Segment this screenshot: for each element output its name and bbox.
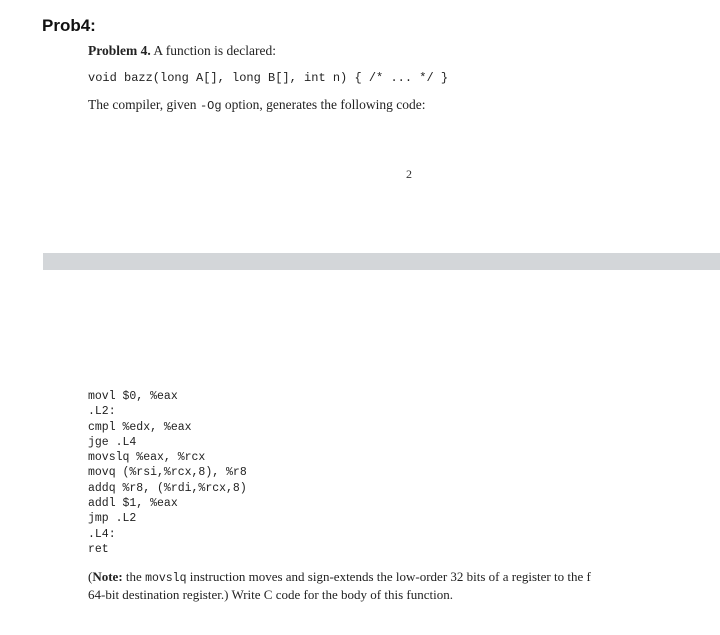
- code-line: movl $0, %eax: [88, 390, 178, 403]
- note-label: Note:: [92, 569, 123, 584]
- code-line: addl $1, %eax: [88, 497, 178, 511]
- assembly-code-block: [88, 389, 247, 557]
- note-instruction: movslq: [145, 572, 187, 585]
- problem-label: Problem 4.: [88, 43, 151, 58]
- code-line: ret: [88, 542, 109, 556]
- compiler-sentence: [88, 97, 426, 113]
- code-line: movslq %eax, %rcx: [88, 451, 206, 465]
- problem-text: A function is declared:: [153, 43, 276, 58]
- compiler-option: -Og: [199, 99, 222, 113]
- page-number: 2: [406, 167, 412, 181]
- note-the: the: [125, 569, 142, 584]
- code-line: .L4:: [88, 527, 116, 541]
- compiler-text-after: option, generates the following code:: [224, 97, 426, 112]
- problem-statement: [88, 43, 276, 59]
- code-line: .L2:: [88, 405, 116, 419]
- note-line-2: 64-bit destination register.) Write C code for the body of this function.: [88, 587, 453, 602]
- page-break-divider: [43, 253, 720, 270]
- code-line: cmpl %edx, %eax: [88, 420, 192, 434]
- note-line-1: [88, 569, 720, 587]
- note-open-paren: (: [88, 569, 93, 584]
- code-line: addq %r8, (%rdi,%rcx,8): [88, 481, 247, 495]
- compiler-text-before: The compiler, given: [88, 97, 197, 112]
- page-heading: Prob4:: [42, 16, 96, 35]
- code-line: jmp .L2: [88, 512, 137, 526]
- note-paragraph: [88, 569, 720, 603]
- code-line: jge .L4: [88, 435, 137, 449]
- code-line: movq (%rsi,%rcx,8), %r8: [88, 466, 247, 480]
- note-line1-rest: instruction moves and sign-extends the low-order 32 bits of a register to the f: [189, 569, 591, 584]
- function-declaration: void bazz(long A[], long B[], int n) { /* ... */ }: [88, 71, 449, 85]
